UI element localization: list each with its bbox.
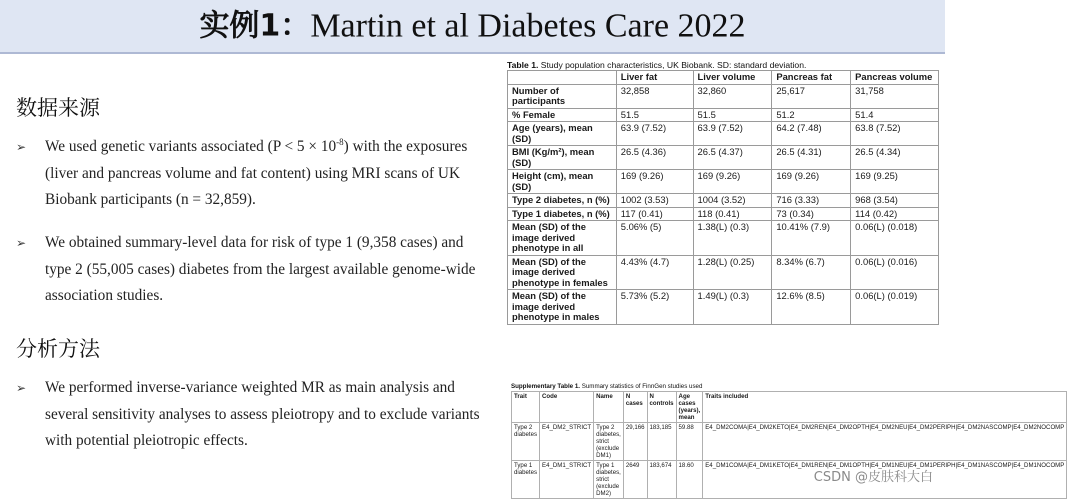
row-header-cell: BMI (Kg/m²), mean (SD) (508, 146, 617, 170)
slide-title-en: Martin et al Diabetes Care 2022 (310, 7, 746, 45)
column-header (508, 71, 617, 85)
table-row (508, 170, 939, 194)
table-row (508, 221, 939, 256)
table-cell: 118 (0.41) (693, 207, 772, 221)
table-cell: 73 (0.34) (772, 207, 851, 221)
table-header-row (508, 71, 939, 85)
table-row (512, 461, 1067, 499)
table-cell: 64.2 (7.48) (772, 122, 851, 146)
table-cell: 26.5 (4.37) (693, 146, 772, 170)
column-header: Age cases (years), mean (676, 392, 703, 423)
section-heading-data-source: 数据来源 (16, 96, 100, 120)
table-cell: 0.06(L) (0.019) (851, 290, 939, 325)
csdn-watermark: CSDN @皮肤科大白 (813, 470, 933, 485)
table-cell: 26.5 (4.31) (772, 146, 851, 170)
table-cell: 716 (3.33) (772, 194, 851, 208)
table-cell: 51.4 (851, 108, 939, 122)
table-row (508, 84, 939, 108)
table-cell: 114 (0.42) (851, 207, 939, 221)
column-header: Trait (512, 392, 540, 423)
bullet-text: We performed inverse-variance weighted MR as main analysis and several sensitivity analyses to assess pleiotropy and to exclude variants with potential pleiotropic effects. (45, 379, 480, 449)
table-row (508, 122, 939, 146)
table-cell: 169 (9.26) (693, 170, 772, 194)
arrow-bullet-icon: ➢ (16, 236, 27, 250)
table-cell: 10.41% (7.9) (772, 221, 851, 256)
table1-caption: Table 1. Study population characteristics, UK Biobank. SD: standard deviation. (507, 60, 807, 70)
table-row (508, 194, 939, 208)
table-cell: 59.88 (676, 423, 703, 461)
column-header: Liver fat (616, 71, 693, 85)
table-cell: 26.5 (4.36) (616, 146, 693, 170)
table-row (508, 146, 939, 170)
table-row (508, 108, 939, 122)
bullet-item (16, 375, 486, 455)
table-cell: 1.28(L) (0.25) (693, 255, 772, 290)
table-cell: 183,674 (647, 461, 676, 499)
table-cell: 2649 (623, 461, 647, 499)
supplementary-table-caption: Supplementary Table 1. Summary statistics of FinnGen studies used (511, 383, 703, 390)
table-cell: 51.5 (693, 108, 772, 122)
table-cell: 0.06(L) (0.018) (851, 221, 939, 256)
table-cell: 63.9 (7.52) (616, 122, 693, 146)
table-cell: 25,617 (772, 84, 851, 108)
table-row (508, 255, 939, 290)
table-cell: 0.06(L) (0.016) (851, 255, 939, 290)
row-header-cell: Height (cm), mean (SD) (508, 170, 617, 194)
row-header-cell: Mean (SD) of the image derived phenotype in females (508, 255, 617, 290)
bullet-text: We obtained summary-level data for risk of type 1 (9,358 cases) and type 2 (55,005 cases) diabetes from the largest available genome-wide association studies. (45, 234, 476, 304)
table-cell: 169 (9.26) (616, 170, 693, 194)
table-row (512, 423, 1067, 461)
table-cell: 1.38(L) (0.3) (693, 221, 772, 256)
arrow-bullet-icon: ➢ (16, 140, 27, 154)
column-header: Pancreas fat (772, 71, 851, 85)
row-header-cell: Number of participants (508, 84, 617, 108)
table-cell: E4_DM1_STRICT (540, 461, 594, 499)
table-cell: 32,860 (693, 84, 772, 108)
table-cell: 169 (9.26) (772, 170, 851, 194)
table-cell: E4_DM1COMA|E4_DM1KETO|E4_DM1REN|E4_DM1OPTH|E4_DM1NEU|E4_DM1PERIPH|E4_DM1NASCOMP|E4_DM1NOCOMP (703, 461, 1067, 499)
column-header: N controls (647, 392, 676, 423)
section-heading-analysis-method: 分析方法 (16, 337, 100, 361)
table-cell: 32,858 (616, 84, 693, 108)
table-cell: 29,166 (623, 423, 647, 461)
row-header-cell: Mean (SD) of the image derived phenotype in males (508, 290, 617, 325)
table-cell: 5.73% (5.2) (616, 290, 693, 325)
row-header-cell: Type 2 diabetes, n (%) (508, 194, 617, 208)
table-cell: 63.9 (7.52) (693, 122, 772, 146)
row-header-cell: Age (years), mean (SD) (508, 122, 617, 146)
finngen-summary-table (511, 391, 1067, 499)
table-cell: 169 (9.25) (851, 170, 939, 194)
table-cell: 1.49(L) (0.3) (693, 290, 772, 325)
arrow-bullet-icon: ➢ (16, 381, 27, 395)
row-header-cell: Type 2 diabetes (512, 423, 540, 461)
column-header: Traits included (703, 392, 1067, 423)
table-cell: 31,758 (851, 84, 939, 108)
table-cell: 1004 (3.52) (693, 194, 772, 208)
table-row (508, 290, 939, 325)
column-header: N cases (623, 392, 647, 423)
table-cell: 26.5 (4.34) (851, 146, 939, 170)
table-cell: 1002 (3.53) (616, 194, 693, 208)
column-header: Pancreas volume (851, 71, 939, 85)
table-cell: 4.43% (4.7) (616, 255, 693, 290)
table-cell: 183,185 (647, 423, 676, 461)
table-cell: 968 (3.54) (851, 194, 939, 208)
table-header-row (512, 392, 1067, 423)
table-row (508, 207, 939, 221)
table-cell: E4_DM2_STRICT (540, 423, 594, 461)
bullet-text: We used genetic variants associated $(P < 5 \times 10^{-8})$ with the exposures (liver and pancreas volume and fat content) using MRI scans of UK Biobank participants (n = 32,859). (45, 136, 468, 208)
bullet-item (16, 230, 486, 310)
table-cell: E4_DM2COMA|E4_DM2KETO|E4_DM2REN|E4_DM2OPTH|E4_DM2NEU|E4_DM2PERIPH|E4_DM2NASCOMP|E4_DM2NOCOMP (703, 423, 1067, 461)
table-cell: Type 1 diabetes, strict (exclude DM2) (594, 461, 624, 499)
row-header-cell: Type 1 diabetes (512, 461, 540, 499)
column-header: Liver volume (693, 71, 772, 85)
bullet-item (16, 134, 486, 214)
row-header-cell: Mean (SD) of the image derived phenotype in all (508, 221, 617, 256)
table-cell: 5.06% (5) (616, 221, 693, 256)
title-underline (0, 52, 945, 54)
table-cell: 51.5 (616, 108, 693, 122)
table-cell: 12.6% (8.5) (772, 290, 851, 325)
table-cell: Type 2 diabetes, strict (exclude DM1) (594, 423, 624, 461)
row-header-cell: Type 1 diabetes, n (%) (508, 207, 617, 221)
column-header: Name (594, 392, 624, 423)
column-header: Code (540, 392, 594, 423)
superscript: -8 (336, 136, 344, 147)
population-characteristics-table (507, 70, 939, 325)
table-cell: 63.8 (7.52) (851, 122, 939, 146)
table-cell: 18.60 (676, 461, 703, 499)
slide-title-cn: 实例1： (199, 8, 311, 44)
table-cell: 51.2 (772, 108, 851, 122)
table-cell: 117 (0.41) (616, 207, 693, 221)
slide-title (0, 4, 945, 49)
table-cell: 8.34% (6.7) (772, 255, 851, 290)
row-header-cell: % Female (508, 108, 617, 122)
